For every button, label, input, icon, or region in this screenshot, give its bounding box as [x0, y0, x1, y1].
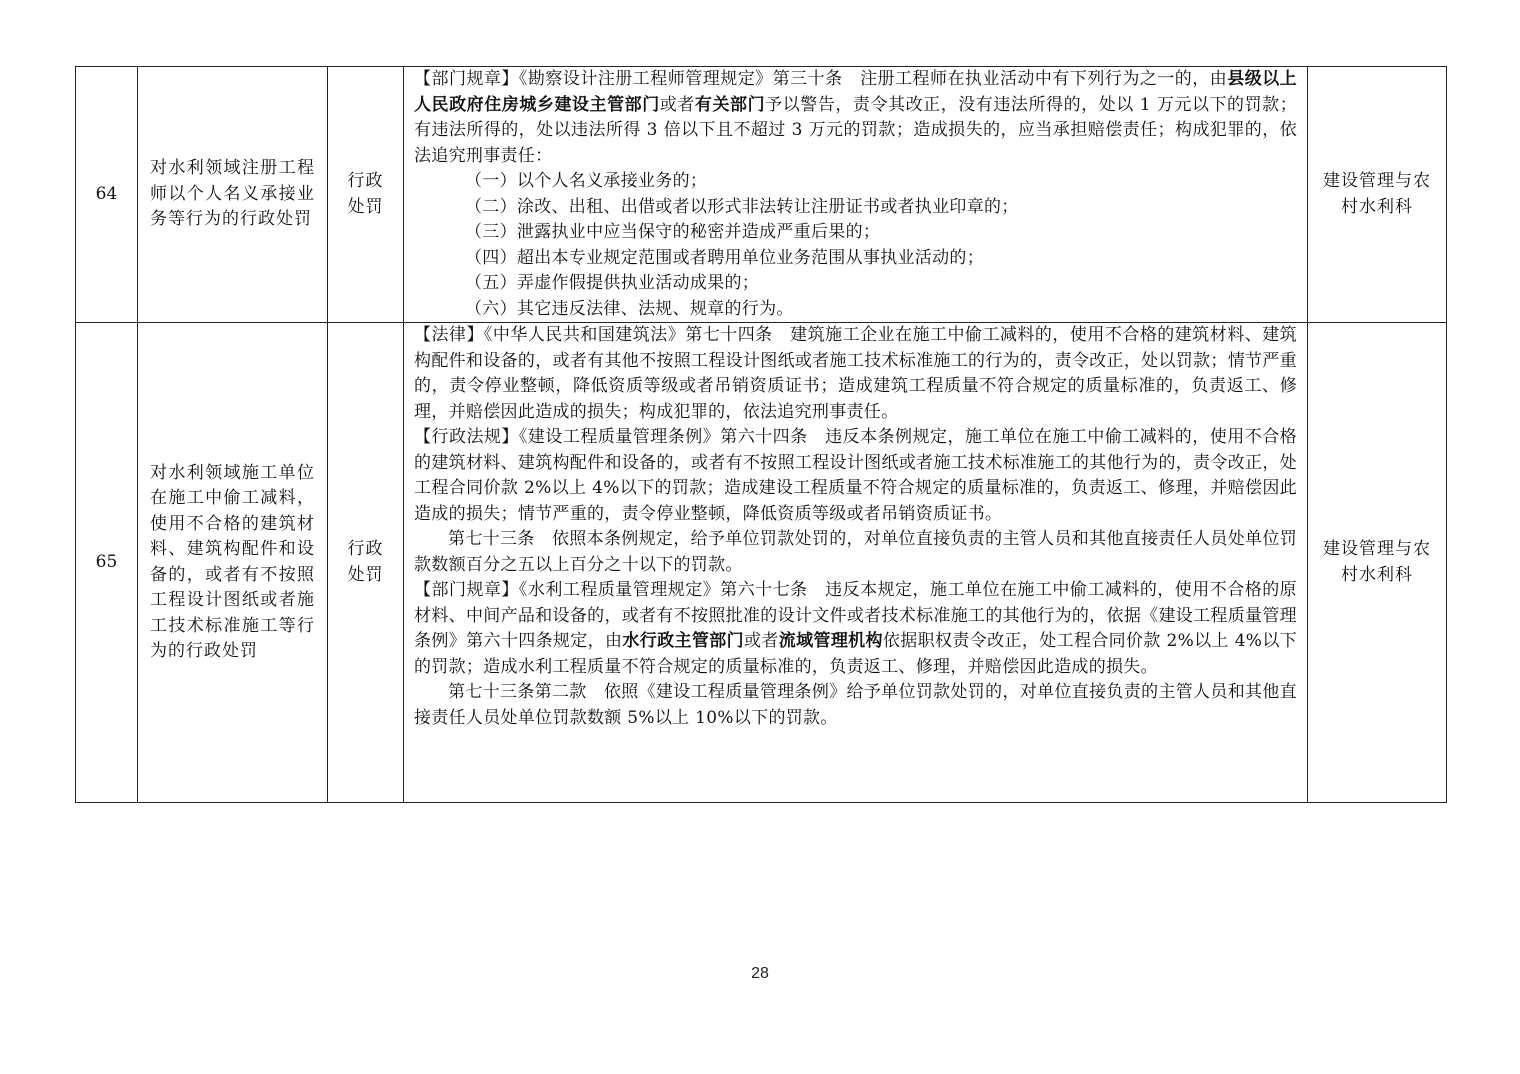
responsible-dept: 建设管理与农村水利科: [1308, 323, 1447, 803]
legal-text: （三）泄露执业中应当保守的秘密并造成严重后果的；: [465, 222, 881, 242]
legal-basis-paragraph: [414, 323, 1297, 425]
legal-text: （一）以个人名义承接业务的；: [465, 171, 708, 191]
legal-text: 予以警告，责令其改正，没有违法所得的，处以 1 万元以下的罚款；有违法所得的，处以违法所得 3 倍以下且不超过 3 万元的罚款；造成损失的，应当承担赔偿责任；构成犯罪的，依法追究刑事责任：: [414, 94, 1298, 166]
legal-text: （五）弄虚作假提供执业活动成果的；: [465, 273, 760, 293]
legal-text: 或者: [743, 631, 779, 651]
table-row: [76, 323, 1447, 803]
item-name: 对水利领域注册工程师以个人名义承接业务等行为的行政处罚: [150, 158, 315, 230]
legal-basis-paragraph: [414, 246, 1297, 272]
legal-basis-paragraph: [414, 578, 1297, 680]
legal-basis-paragraph: [414, 680, 1297, 731]
row-number: 65: [76, 323, 138, 803]
legal-basis-cell: [404, 323, 1308, 803]
legal-text: 或者: [659, 94, 695, 115]
item-name-cell: [138, 67, 328, 323]
legal-text: 【部门规章】《水利工程质量管理规定》第六十七条 违反本规定，施工单位在施工中偷工减料的，使用不合格的原材料、中间产品和设备的，或者有不按照批准的设计文件或者技术标准施工的其他行为的，依据《建设工程质量管理条例》第六十四条规定，由: [414, 580, 1297, 651]
legal-text: 【部门规章】《勘察设计注册工程师管理规定》第三十条 注册工程师在执业活动中有下列行为之一的，由: [414, 69, 1228, 89]
legal-basis-paragraph: [414, 169, 1297, 195]
legal-text: 第七十三条 依照本条例规定，给予单位罚款处罚的，对单位直接负责的主管人员和其他直接责任人员处单位罚款数额百分之五以上百分之十以下的罚款。: [414, 529, 1297, 575]
legal-basis-paragraph: [414, 271, 1297, 297]
legal-text: 【行政法规】《建设工程质量管理条例》第六十四条 违反本条例规定，施工单位在施工中偷工减料的，使用不合格的建筑材料、建筑构配件和设备的，或者有不按照工程设计图纸或者施工技术标准施工的其他行为的，责令改正，处工程合同价款 2%以上 4%以下的罚款；造成建设工程质量不符合规定的质量标准的，负责返工、修理，并赔偿因此造成的损失；情节严重的，责令停业整顿，降低资质等级或者吊销资质证书。: [414, 427, 1297, 524]
item-type: 行政处罚: [328, 67, 404, 323]
authority-name: 有关部门: [694, 94, 766, 115]
item-name: 对水利领域施工单位在施工中偷工减料，使用不合格的建筑材料、建筑构配件和设备的，或者有不按照工程设计图纸或者施工技术标准施工等行为的行政处罚: [150, 462, 315, 661]
legal-basis-paragraph: [414, 67, 1297, 169]
legal-basis-paragraph: [414, 195, 1297, 221]
legal-text: （六）其它违反法律、法规、规章的行为。: [465, 298, 794, 319]
authority-name: 流域管理机构: [778, 631, 883, 651]
responsible-dept: 建设管理与农村水利科: [1308, 67, 1447, 323]
authority-name: 水行政主管部门: [622, 631, 744, 651]
legal-text: （二）涂改、出租、出借或者以形式非法转让注册证书或者执业印章的；: [465, 196, 1019, 217]
item-type: 行政处罚: [328, 323, 404, 803]
authority-name: 县级以上人民政府住房城乡建设主管部门: [414, 69, 1297, 115]
legal-text: （四）超出本专业规定范围或者聘用单位业务范围从事执业活动的；: [465, 247, 984, 268]
legal-basis-paragraph: [414, 425, 1297, 527]
legal-text: 依据职权责令改正，处工程合同价款 2%以上 4%以下的罚款；造成水利工程质量不符合规定的质量标准的，负责返工、修理，并赔偿因此造成的损失。: [414, 631, 1297, 677]
legal-basis-paragraph: [414, 527, 1297, 578]
legal-text: 第七十三条第二款 依照《建设工程质量管理条例》给予单位罚款处罚的，对单位直接负责的主管人员和其他直接责任人员处单位罚款数额 5%以上 10%以下的罚款。: [414, 682, 1297, 728]
page-number: 28: [751, 965, 769, 982]
item-name-cell: [138, 323, 328, 803]
penalty-table: [75, 66, 1447, 803]
table-row: [76, 67, 1447, 323]
legal-basis-cell: [404, 67, 1308, 323]
legal-basis-paragraph: [414, 297, 1297, 323]
legal-basis-paragraph: [414, 220, 1297, 246]
row-number: 64: [76, 67, 138, 323]
legal-text: 【法律】《中华人民共和国建筑法》第七十四条 建筑施工企业在施工中偷工减料的，使用不合格的建筑材料、建筑构配件和设备的，或者有其他不按照工程设计图纸或者施工技术标准施工的行为的，责令改正，处以罚款；情节严重的，责令停业整顿，降低资质等级或者吊销资质证书；造成建筑工程质量不符合规定的质量标准的，负责返工、修理，并赔偿因此造成的损失；构成犯罪的，依法追究刑事责任。: [414, 325, 1297, 422]
